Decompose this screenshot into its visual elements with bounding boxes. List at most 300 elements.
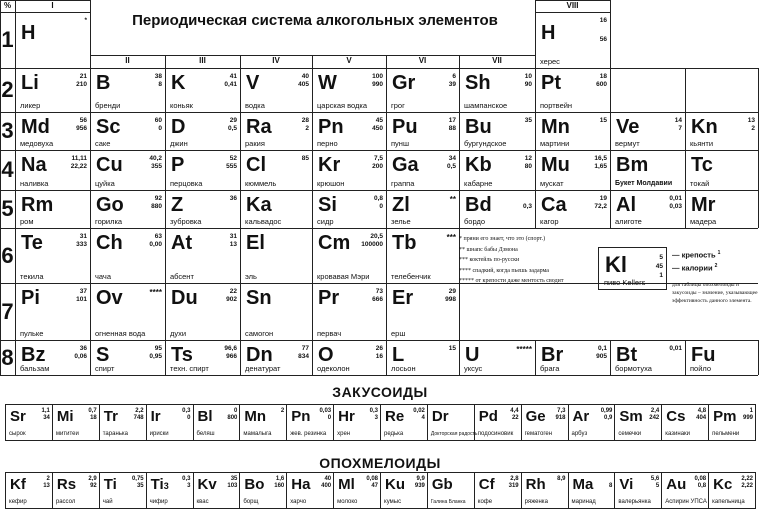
opohmeloidy-value-1: 0,08	[366, 476, 378, 482]
element-value-1: 40	[301, 73, 309, 80]
element-symbol: Gr	[392, 72, 416, 94]
zakusoidy-cell	[99, 404, 147, 441]
element-symbol: Bu	[465, 116, 492, 138]
zakusoidy-symbol	[713, 408, 736, 425]
element-value-2: 956	[76, 125, 87, 132]
opohmeloidy-symbol-text: Ti	[103, 476, 117, 493]
element-value-2: 450	[372, 125, 383, 132]
element-name: ликер	[20, 101, 41, 110]
element-symbol: Ve	[616, 116, 640, 138]
zakusoidy-value-2: 3	[374, 415, 378, 421]
element-symbol: Na	[21, 154, 47, 176]
element-symbol: Tb	[392, 232, 417, 254]
element-symbol: Dn	[246, 344, 273, 366]
element-value-2: 600	[596, 81, 607, 88]
element-cell	[240, 283, 312, 340]
element-symbol: At	[171, 232, 193, 254]
grid-line	[758, 68, 759, 228]
element-cell	[240, 228, 312, 283]
element-value-2: 0,5	[227, 125, 237, 132]
element-name: брага	[540, 364, 560, 373]
element-value-2: 100000	[361, 241, 383, 248]
element-name: вермут	[615, 139, 640, 148]
zakusoidy-value-2: 0	[187, 415, 191, 421]
element-footnote-mark: ****	[149, 288, 162, 297]
element-cell	[165, 228, 240, 283]
element-value-2: 333	[76, 241, 87, 248]
element-name: коньяк	[170, 101, 193, 110]
page-title: Периодическая система алкогольных элементов	[132, 12, 498, 29]
zakusoidy-value-2: 4	[421, 415, 425, 421]
footnote: *** коктейль по-русски	[459, 257, 520, 263]
element-symbol: Z	[171, 194, 184, 216]
zakusoidy-symbol-text: Bl	[197, 408, 213, 425]
opohmeloidy-symbol	[479, 476, 495, 493]
zakusoidy-value-2: 242	[649, 415, 660, 421]
zakusoidy-name: мамалыга	[243, 431, 272, 437]
zakusoidy-symbol	[291, 408, 310, 425]
element-symbol: Kn	[691, 116, 718, 138]
element-name: денатурат	[245, 364, 281, 373]
element-value-2: 0,06	[74, 353, 87, 360]
zakusoidy-name: гематоген	[524, 431, 553, 437]
element-value-2: 834	[298, 353, 309, 360]
zakusoidy-name: подосиновик	[477, 431, 514, 437]
element-name: ракия	[245, 139, 265, 148]
opohmeloidy-symbol	[151, 476, 169, 495]
element-name: портвейн	[540, 101, 573, 110]
legend-symbol: Kl	[605, 252, 627, 277]
opohmeloidy-name: капельница	[712, 499, 745, 505]
element-cell	[312, 283, 386, 340]
element-value-1: 10	[524, 73, 532, 80]
element-value-2: 13	[229, 241, 237, 248]
zakusoidy-symbol-text: Sr	[10, 408, 26, 425]
element-name: кальвадос	[245, 217, 282, 226]
element-value-1: 31	[229, 233, 237, 240]
element-symbol: H	[541, 22, 556, 44]
element-value-2: 0,00	[149, 241, 162, 248]
element-value-2: 101	[76, 296, 87, 303]
element-cell	[165, 190, 240, 228]
element-value-1: 16	[599, 17, 607, 24]
element-name: наливка	[20, 179, 49, 188]
element-cell	[312, 190, 386, 228]
opohmeloidy-symbol	[338, 476, 355, 493]
element-cell	[312, 150, 386, 190]
element-cell	[165, 112, 240, 150]
opohmeloidy-name: молоко	[337, 499, 358, 505]
element-symbol: Li	[21, 72, 39, 94]
element-cell	[459, 190, 535, 228]
element-symbol: Zl	[392, 194, 410, 216]
element-name: бордо	[464, 217, 486, 226]
element-value-2: 0,03	[669, 203, 682, 210]
element-cell	[312, 112, 386, 150]
element-symbol: Pu	[392, 116, 418, 138]
element-value-2: 355	[151, 163, 162, 170]
element-symbol: Bt	[616, 344, 638, 366]
element-symbol: Ra	[246, 116, 272, 138]
element-value-1: 29	[229, 117, 237, 124]
zakusoidy-value-2: 918	[555, 415, 566, 421]
element-symbol: Mn	[541, 116, 570, 138]
grid-line	[758, 340, 759, 375]
zakusoidy-name: редька	[384, 431, 404, 437]
group-header: II	[125, 56, 130, 65]
element-value-2: 200	[372, 163, 383, 170]
element-name: абсент	[170, 272, 194, 281]
element-value-1: 20,5	[370, 233, 383, 240]
opohmeloidy-value-2: 0,8	[697, 483, 707, 489]
element-value-2: 7	[678, 125, 682, 132]
zakusoidy-symbol	[338, 408, 355, 425]
opohmeloidy-symbol-text: Ml	[338, 476, 355, 493]
legend-line: — крепость $^1$	[672, 250, 721, 260]
element-name: крюшон	[317, 179, 345, 188]
opohmeloidy-symbol	[198, 476, 217, 493]
legend-line1-mark: 1	[717, 250, 721, 256]
opohmeloidy-name: харчо	[290, 499, 307, 505]
element-value-2: 0,5	[446, 163, 456, 170]
element-name: перно	[317, 139, 338, 148]
element-symbol: Md	[21, 116, 50, 138]
element-value-1: 40,2	[149, 155, 162, 162]
zakusoidy-symbol-text: Hr	[338, 408, 355, 425]
footnote: * пряни его знает, что это (спорт.)	[459, 236, 546, 242]
element-symbol: Te	[21, 232, 43, 254]
element-value-2: 0,3	[522, 203, 532, 210]
element-value-1: 73	[375, 288, 383, 295]
element-symbol: Rm	[21, 194, 54, 216]
opohmeloidy-symbol	[713, 476, 732, 493]
opohmeloidy-value-2: 47	[371, 483, 378, 489]
zakusoidy-symbol	[57, 408, 74, 425]
opohmeloidy-symbol-text: Rs	[56, 476, 77, 493]
element-value-2: 0	[379, 203, 383, 210]
opohmeloidy-symbol-text: Kf	[10, 476, 26, 493]
element-value-1: 36	[79, 345, 87, 352]
element-cell	[386, 228, 459, 283]
element-value-1: 16,5	[594, 155, 607, 162]
element-symbol: El	[246, 232, 265, 254]
element-symbol: Kb	[465, 154, 492, 176]
element-cell	[15, 283, 90, 340]
period-number: 5	[1, 196, 14, 221]
element-value-1: 34	[448, 155, 456, 162]
opohmeloidy-value-1: 35	[230, 476, 238, 482]
element-value-1: 92	[154, 195, 162, 202]
zakusoidy-symbol	[573, 408, 590, 425]
element-symbol: Tc	[691, 154, 713, 176]
zakusoidy-cell	[708, 404, 756, 441]
zakusoidy-symbol	[151, 408, 161, 425]
element-name: пунш	[391, 139, 409, 148]
zakusoidy-strip	[5, 404, 755, 441]
group-header: I	[51, 1, 54, 10]
element-value-1: 17	[448, 117, 456, 124]
element-name: цуйка	[95, 179, 115, 188]
element-name: херес	[540, 57, 560, 66]
element-cell	[610, 190, 685, 228]
element-value-1: 0,1	[597, 345, 607, 352]
element-symbol: Ca	[541, 194, 567, 216]
opohmeloidy-cell	[99, 472, 147, 509]
grid-line	[0, 375, 15, 376]
opohmeloidy-cell	[146, 472, 194, 509]
zakusoidy-symbol	[385, 408, 404, 425]
element-value-1: 0,01	[669, 195, 682, 202]
group-header: III	[199, 56, 206, 65]
opohmeloidy-symbol-text: Vi	[619, 476, 634, 493]
element-cell	[535, 150, 610, 190]
opohmeloidy-value-2: 8	[609, 483, 613, 489]
element-symbol: O	[318, 344, 334, 366]
element-name: кабарне	[464, 179, 493, 188]
element-name: самогон	[245, 329, 274, 338]
opohmeloidy-symbol	[385, 476, 405, 493]
element-cell	[610, 112, 685, 150]
element-cell	[90, 190, 165, 228]
element-value-1: 52	[229, 155, 237, 162]
opohmeloidy-value-2: 319	[508, 483, 519, 489]
element-name: ром	[20, 217, 34, 226]
opohmeloidy-value-2: 2,22	[741, 483, 753, 489]
element-cell	[165, 150, 240, 190]
opohmeloidy-symbol	[57, 476, 76, 493]
element-name: зелье	[391, 217, 411, 226]
element-value-1: 60	[154, 117, 162, 124]
opohmeloidy-cell	[614, 472, 662, 509]
zakusoidy-value-1: 0,02	[413, 408, 425, 414]
opohmeloidy-name: кефир	[9, 499, 27, 505]
element-value-2: 80	[524, 163, 532, 170]
zakusoidy-cell	[286, 404, 334, 441]
element-name: бренди	[95, 101, 121, 110]
element-value-1: 63	[154, 233, 162, 240]
element-symbol: Pi	[21, 287, 40, 309]
zakusoidy-symbol-text: Cs	[666, 408, 686, 425]
element-value-1: 45	[375, 117, 383, 124]
opohmeloidy-name: маринад	[571, 499, 596, 505]
element-footnote-mark: *****	[516, 345, 532, 354]
opohmeloidy-symbol	[573, 476, 594, 493]
zakusoidy-name: семечки	[618, 431, 642, 437]
element-name: мадера	[690, 217, 717, 226]
footnote: **** спадкий, когда пьешь задарма	[459, 267, 549, 274]
zakusoidy-symbol-text: Pd	[478, 408, 498, 425]
opohmeloidy-value-1: 9,9	[416, 476, 425, 482]
legend-note: для таблицы опохмелоиды и закусоиды – значение, указывающее эффективность данного элемента.	[672, 282, 758, 304]
zakusoidy-symbol	[479, 408, 498, 425]
element-cell	[459, 150, 535, 190]
period-number: 4	[1, 157, 14, 182]
opohmeloidy-cell	[474, 472, 522, 509]
zakusoidy-value-1: 2	[280, 408, 285, 414]
element-name: токай	[690, 179, 710, 188]
zakusoidy-name: арбуз	[571, 431, 588, 437]
element-value-1: 19	[599, 195, 607, 202]
opohmeloidy-symbol-subscript: 3	[163, 481, 169, 491]
element-value-1: 31	[79, 233, 87, 240]
element-name: горилка	[95, 217, 123, 226]
opohmeloidy-cell	[568, 472, 616, 509]
element-cell	[15, 12, 90, 68]
zakusoidy-symbol	[526, 408, 546, 425]
element-footnote-mark: ***	[446, 233, 456, 242]
zakusoidy-value-1: 1,1	[41, 408, 50, 414]
element-cell	[386, 112, 459, 150]
zakusoidy-cell	[239, 404, 287, 441]
zakusoidy-value-1: 0,3	[369, 408, 378, 414]
element-value-1: 95	[154, 345, 162, 352]
element-symbol: Ka	[246, 194, 272, 216]
element-symbol: L	[392, 344, 405, 366]
element-value-1: 12	[524, 155, 532, 162]
opohmeloidy-cell	[333, 472, 381, 509]
opohmeloidy-symbol-text: Au	[666, 476, 687, 493]
zakusoidy-value-2: 22	[511, 415, 519, 421]
zakusoidy-symbol-text: Re	[385, 408, 405, 425]
zakusoidy-cell	[146, 404, 194, 441]
element-cell	[165, 340, 240, 375]
element-value-2: 555	[226, 163, 237, 170]
element-name: саке	[95, 139, 111, 148]
element-value-1: 14	[674, 117, 682, 124]
zakusoidy-symbol	[619, 408, 642, 425]
footnote: ***** от крепости даже ментость сводит	[459, 278, 564, 284]
opohmeloidy-cell	[708, 472, 756, 509]
element-name: лосьон	[391, 364, 416, 373]
opohmeloidy-cell	[380, 472, 428, 509]
element-symbol: Pt	[541, 72, 561, 94]
opohmeloidy-name: рассол	[55, 499, 76, 505]
element-symbol: Si	[318, 194, 337, 216]
zakusoidy-value-1: 0,3	[182, 408, 191, 414]
element-name: сидр	[317, 217, 334, 226]
group-header: VIII	[566, 1, 579, 10]
element-symbol: Sn	[246, 287, 272, 309]
element-name: грог	[391, 101, 405, 110]
element-value-2: 990	[372, 81, 383, 88]
element-name: уксус	[464, 364, 483, 373]
element-name: пойло	[690, 364, 712, 373]
opohmeloidy-symbol-text: Ku	[385, 476, 405, 493]
opohmeloidy-cell	[661, 472, 709, 509]
element-symbol: W	[318, 72, 337, 94]
element-cell	[610, 340, 685, 375]
element-value-2: 8	[158, 81, 162, 88]
element-value-2: 2	[751, 125, 755, 132]
element-symbol: D	[171, 116, 186, 138]
element-value-1: 100	[372, 73, 383, 80]
element-value-1: 0,01	[669, 345, 682, 352]
opohmeloidy-name: борщ	[243, 499, 259, 505]
opohmeloidy-value-1: 8,9	[557, 476, 566, 482]
element-symbol: Er	[392, 287, 414, 309]
zakusoidy-symbol-text: Tr	[103, 408, 118, 425]
zakusoidy-value-1: 7,3	[557, 408, 566, 414]
legend-value-1: 5	[659, 254, 663, 261]
zakusoidy-cell	[614, 404, 662, 441]
element-value-1: 7,5	[373, 155, 383, 162]
opohmeloidy-symbol	[10, 476, 26, 493]
zakusoidy-value-2: 404	[696, 415, 707, 421]
zakusoidy-value-1: 4,8	[697, 408, 707, 414]
zakusoidy-value-1: 4,4	[510, 408, 519, 414]
element-value-1: 11,11	[71, 155, 87, 162]
element-value-2: 998	[445, 296, 456, 303]
element-value-2: 39	[448, 81, 456, 88]
opohmeloidy-cell	[239, 472, 287, 509]
opohmeloidy-symbol	[619, 476, 633, 493]
element-cell	[15, 228, 90, 283]
element-name: водка	[245, 101, 265, 110]
opohmeloidy-name: квас	[196, 499, 209, 505]
element-symbol: Kr	[318, 154, 341, 176]
legend-example-cell	[598, 247, 667, 290]
opohmeloidy-value-2: 3	[187, 483, 191, 489]
zakusoidy-value-1: 0,99	[600, 408, 613, 414]
legend-name: пиво Kellers	[604, 278, 646, 287]
opohmeloidy-value-1: 5,6	[650, 476, 660, 482]
zakusoidy-symbol-text: Mi	[56, 408, 74, 425]
opohmeloidy-symbol	[244, 476, 264, 493]
opohmeloidy-name: валерьянка	[618, 499, 651, 505]
element-value-1: 77	[301, 345, 309, 352]
zakusoidy-value-2: 18	[90, 415, 97, 421]
opohmeloidy-cell	[521, 472, 569, 509]
element-symbol: Cm	[318, 232, 351, 254]
opohmeloidy-value-1: 0,75	[131, 476, 144, 482]
zakusoidy-name: Докторская радость	[430, 431, 478, 437]
element-symbol: Cu	[96, 154, 123, 176]
opohmeloidy-symbol-text: Ha	[291, 476, 311, 493]
element-cell	[165, 68, 240, 112]
element-value-1: 6	[452, 73, 456, 80]
opohmeloidy-cell	[427, 472, 475, 509]
opohmeloidy-value-2: 160	[274, 483, 285, 489]
zakusoidy-value-1: 1	[749, 408, 753, 414]
element-cell	[535, 12, 610, 68]
group-header: VI	[418, 56, 427, 65]
element-cell	[685, 190, 758, 228]
zakusoidy-name: сырок	[9, 431, 26, 437]
opohmeloidy-value-1: 0,08	[694, 476, 707, 482]
element-name: медовуха	[20, 139, 54, 148]
zakusoidy-name: пельмени	[712, 431, 740, 437]
zakusoidy-cell	[474, 404, 522, 441]
zakusoidy-value-1: 0	[234, 408, 238, 414]
element-symbol: Ch	[96, 232, 123, 254]
element-symbol: Cl	[246, 154, 266, 176]
opohmeloidy-value-1: 40	[324, 476, 332, 482]
opohmeloidy-value-1: 2,8	[510, 476, 519, 482]
element-value-2: 72,2	[594, 203, 607, 210]
element-value-2: 1,65	[594, 163, 607, 170]
element-value-1: 36	[229, 195, 237, 202]
zakusoidy-name: хрен	[337, 431, 351, 437]
period-number: 6	[1, 243, 14, 268]
element-cell	[240, 190, 312, 228]
element-cell	[15, 340, 90, 375]
legend-line2: калории	[681, 263, 713, 272]
zakusoidy-cell	[661, 404, 709, 441]
element-symbol: Bm	[616, 154, 649, 176]
grid-line	[610, 0, 611, 68]
period-number: 7	[1, 299, 14, 324]
opohmeloidy-symbol	[104, 476, 117, 493]
